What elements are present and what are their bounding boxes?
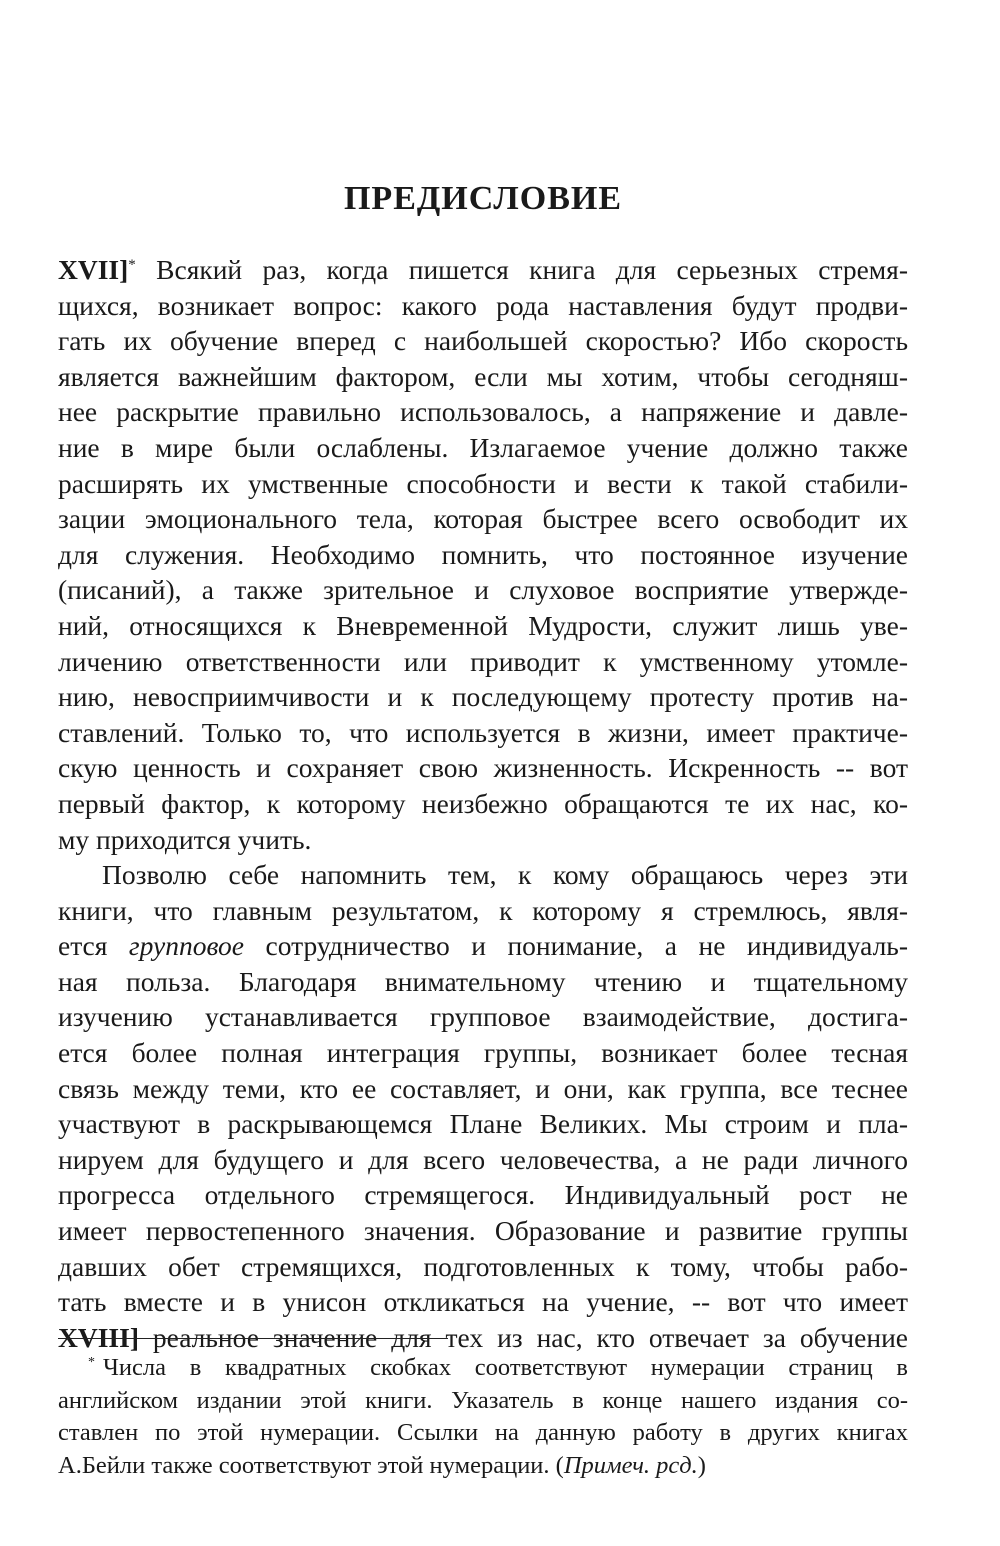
footnote-line: английском издании этой книги. Указатель в конце нашего издания со-: [58, 1386, 908, 1414]
book-page: [58, 0, 908, 1546]
text-line: давших обет стремящихся, подготовленных к тому, чтобы рабо-: [58, 1250, 908, 1282]
text-line: нию, невосприимчивости и к последующему протесту против на-: [58, 681, 908, 713]
text-line: связь между теми, кто ее составляет, и они, как группа, все теснее: [58, 1072, 908, 1104]
text-line: ется более полная интеграция группы, возникает более тесная: [58, 1037, 908, 1069]
footnote-divider: [58, 1338, 448, 1339]
emphasis-group: групповое: [128, 930, 245, 962]
text-line: ние в мире были ослаблены. Излагаемое учение должно также: [58, 431, 908, 463]
text-line: (писаний), а также зрительное и слуховое восприятие утвержде-: [58, 574, 908, 606]
footnote-line: [58, 1352, 908, 1385]
text-line: гать их обучение вперед с наибольшей скоростью? Ибо скорость: [58, 325, 908, 357]
text-fragment: ется: [58, 930, 129, 962]
editor-note: Примеч. рсд.: [563, 1451, 698, 1479]
text-line: зации эмоционального тела, которая быстрее всего освободит их: [58, 503, 908, 535]
footnote-line: [58, 1450, 908, 1483]
text-fragment: А.Бейли также соответствуют этой нумерации. (: [58, 1451, 564, 1479]
text-line: имеет первостепенного значения. Образование и развитие группы: [58, 1215, 908, 1247]
text-line: ставлений. Только то, что используется в жизни, имеет практиче-: [58, 716, 908, 748]
text-line: участвуют в раскрывающемся Плане Великих. Мы строим и пла-: [58, 1108, 908, 1140]
text-line: книги, что главным результатом, к которому я стремлюсь, явля-: [58, 894, 908, 926]
text-line: тать вместе и в унисон откликаться на учение, -- вот что имеет: [58, 1286, 908, 1318]
text-line: скую ценность и сохраняет свою жизненность. Искренность -- вот: [58, 752, 908, 784]
paragraph-1-line-1: [58, 252, 908, 288]
main-text: [58, 252, 908, 1355]
text-line: ний, относящихся к Вневременной Мудрости, служит лишь уве-: [58, 609, 908, 641]
text-fragment: ): [697, 1451, 706, 1479]
page-marker-xvii: XVII]: [58, 254, 129, 285]
page-marker-xviii: XVIII]: [58, 1321, 139, 1353]
text-line: му приходится учить.: [58, 823, 312, 855]
text-line: нее раскрытие правильно использовалось, а напряжение и давле-: [58, 396, 908, 428]
text-fragment: Числа в квадратных скобках соответствуют нумерации страниц в: [103, 1354, 908, 1381]
text-fragment: сотрудничество и понимание, а не индивидуаль-: [244, 930, 908, 962]
text-line: личению ответственности или приводит к умственному утомле-: [58, 645, 908, 677]
text-line: прогресса отдельного стремящегося. Индивидуальный рост не: [58, 1179, 908, 1211]
text-line: [58, 928, 908, 964]
page-title: ПРЕДИСЛОВИЕ: [343, 180, 623, 217]
text-line: расширять их умственные способности и вести к такой стабили-: [58, 467, 908, 499]
text-line: нируем для будущего и для всего человечества, а не ради личного: [58, 1143, 908, 1175]
text-line: первый фактор, к которому неизбежно обращаются те их нас, ко-: [58, 787, 908, 819]
text-line: Всякий раз, когда пишется книга для серьезных стремя-: [135, 254, 908, 285]
footnote-line: ставлен по этой нумерации. Ссылки на данную работу в других книгах: [58, 1419, 908, 1446]
paragraph-2-line-1: Позволю себе напомнить тем, к кому обращаюсь через эти: [102, 859, 908, 891]
footnote-reference[interactable]: *: [128, 256, 136, 273]
text-line: щихся, возникает вопрос: какого рода наставления будут продви-: [58, 289, 908, 321]
footnote: [58, 1352, 908, 1482]
text-line: для служения. Необходимо помнить, что постоянное изучение: [58, 538, 908, 570]
text-line: является важнейшим фактором, если мы хотим, чтобы сегодняш-: [58, 360, 908, 392]
text-line: ная польза. Благодаря внимательному чтению и тщательному: [58, 965, 908, 997]
text-line: изучению устанавливается групповое взаимодействие, достига-: [58, 1001, 908, 1033]
footnote-mark: *: [88, 1354, 95, 1370]
text-fragment: реальное значение для тех из нас, кто отвечает за обучение: [138, 1321, 908, 1353]
